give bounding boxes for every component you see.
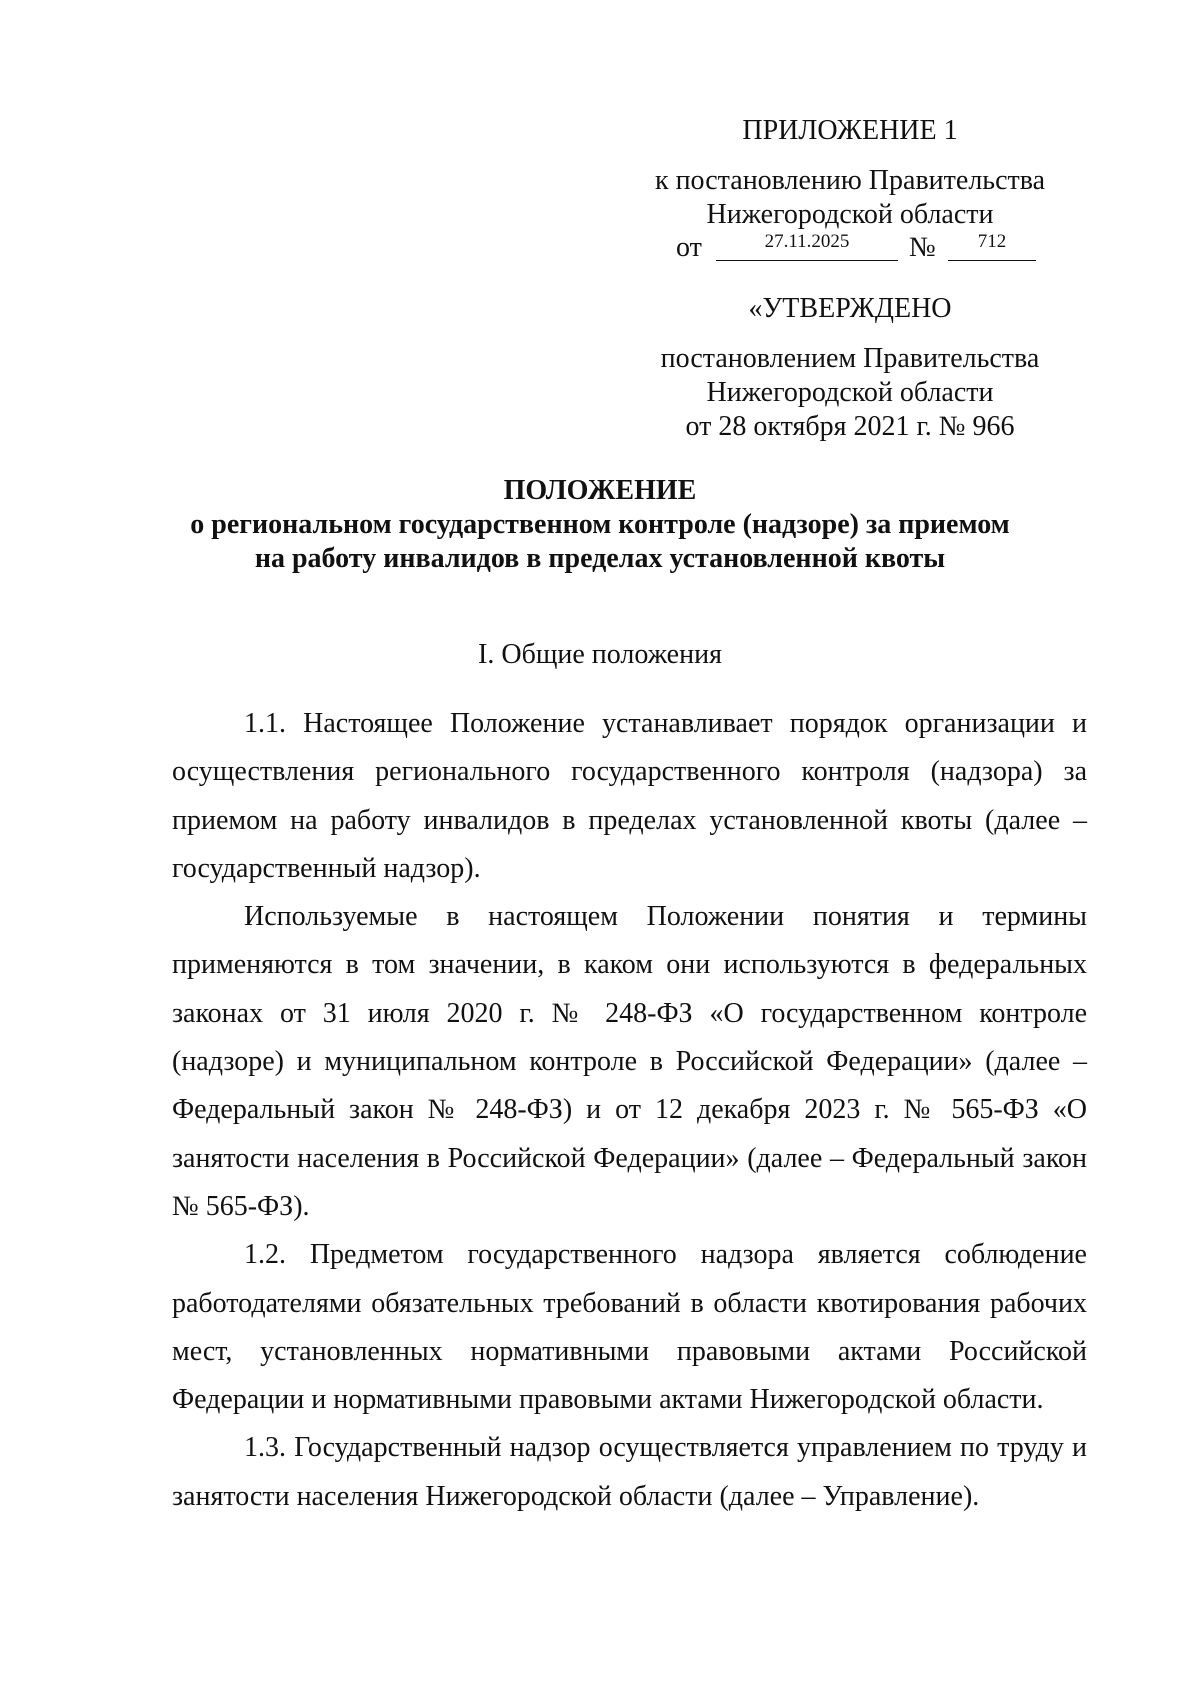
approved-label: «УТВЕРЖДЕНО (748, 293, 952, 324)
paragraph-1-1: 1.1. Настоящее Положение устанавливает порядок организации и осуществления регионального государственного контроля (надзора) за приемом на работу инвалидов в пределах установленной квоты (далее – государственный надзор). (172, 708, 1087, 884)
document-subtitle-line-2: на работу инвалидов в пределах установленной квоты (254, 543, 946, 574)
appendix-date-number-line (676, 230, 1076, 266)
date-field: 27.11.2025 (716, 230, 898, 261)
document-title: ПОЛОЖЕНИЕ (503, 475, 697, 506)
approved-line-2: Нижегородской области (706, 377, 994, 408)
number-sign: № (909, 232, 936, 263)
approved-line-3: от 28 октября 2021 г. № 966 (685, 411, 1015, 442)
appendix-resolution-line: к постановлению Правительства (654, 165, 1046, 196)
appendix-region-line: Нижегородской области (706, 199, 994, 230)
paragraph-1-2: 1.2. Предметом государственного надзора является соблюдение работодателями обязательных требований в области квотирования рабочих мест, установленных нормативными правовыми актами Российской Федерации и нормативными правовыми актами Нижегородской области. (172, 1239, 1087, 1416)
approved-line-1: постановлением Правительства (660, 343, 1040, 374)
number-field: 712 (948, 230, 1036, 261)
document-body (172, 700, 1087, 1521)
date-prefix: от (676, 232, 702, 263)
document-subtitle-line-1: о региональном государственном контроле (надзоре) за приемом (190, 509, 1010, 540)
paragraph-1-3: 1.3. Государственный надзор осуществляется управлением по труду и занятости населения Нижегородской области (далее – Управление). (172, 1432, 1087, 1512)
paragraph-terms: Используемые в настоящем Положении понятия и термины применяются в том значении, в каком они используются в федеральных законах от 31 июля 2020 г. № 248-ФЗ «О государственном контроле (надзоре) и муниципальном контроле в Российской Федерации» (далее – Федеральный закон № 248-ФЗ) и от 12 декабря 2023 г. № 565-ФЗ «О занятости населения в Российской Федерации» (далее – Федеральный закон № 565-ФЗ). (172, 901, 1087, 1222)
section-heading: I. Общие положения (478, 639, 722, 670)
appendix-title: ПРИЛОЖЕНИЕ 1 (742, 115, 958, 146)
